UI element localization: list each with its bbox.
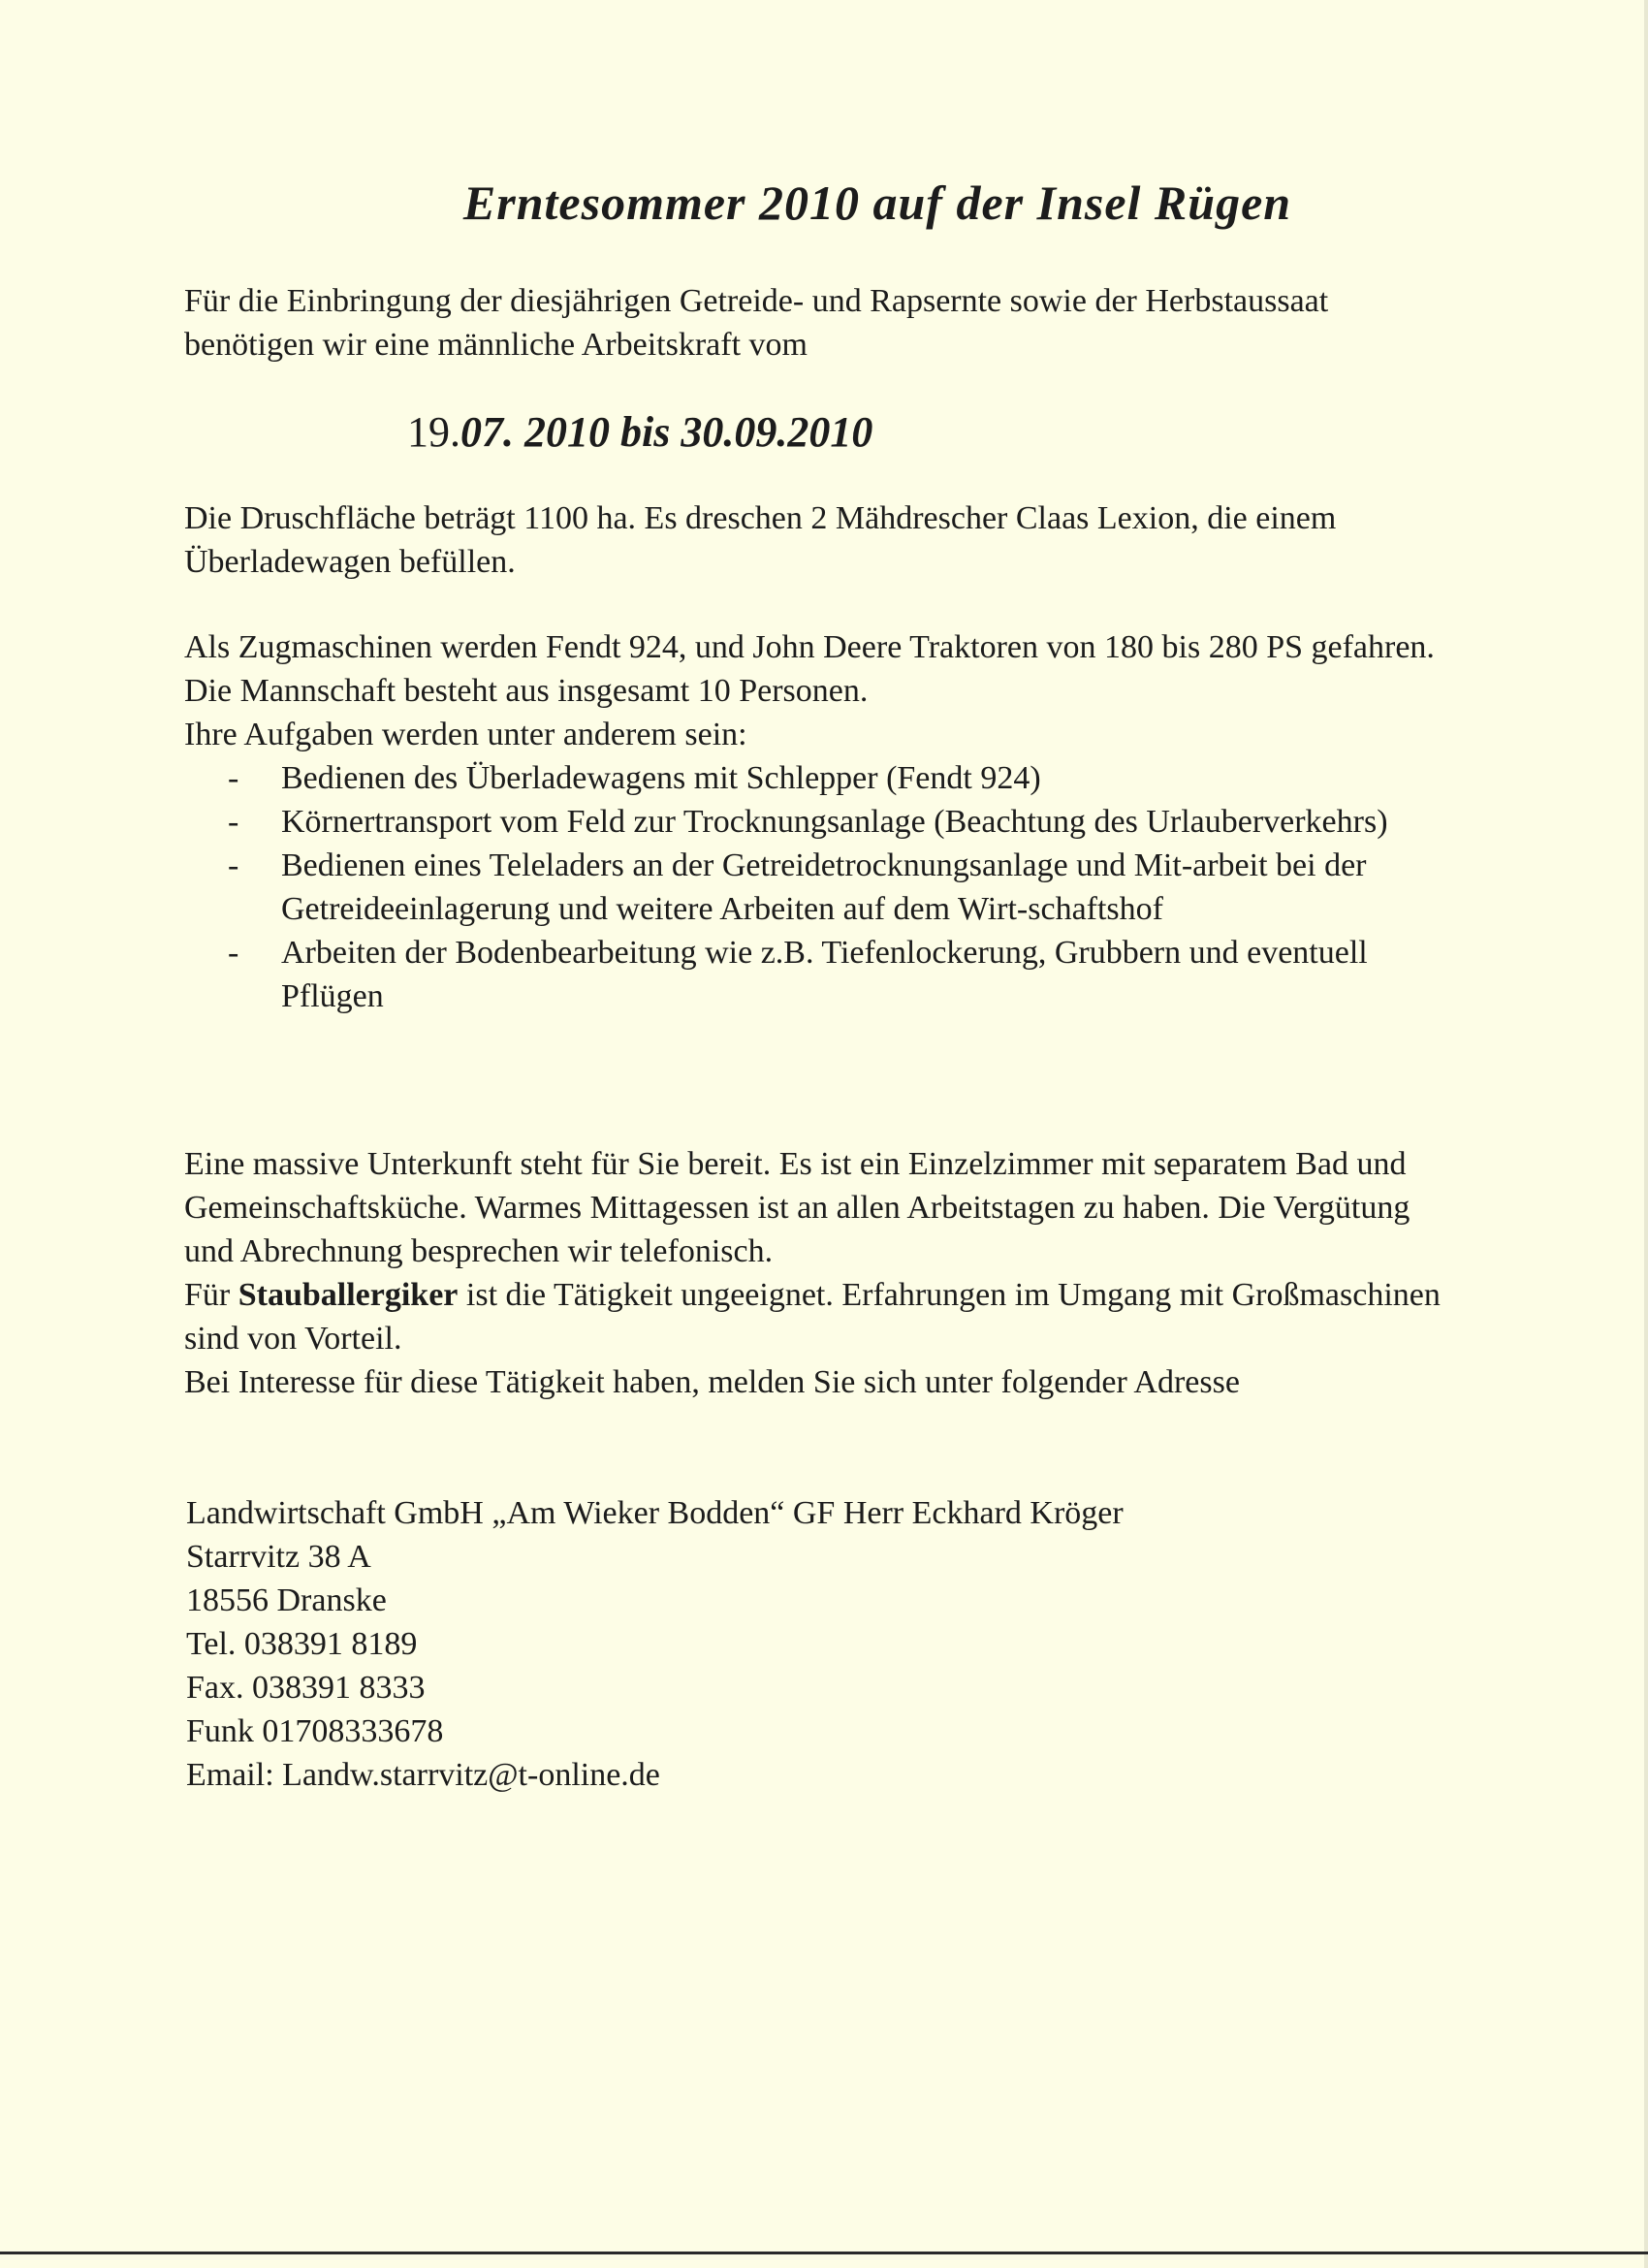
- address-email[interactable]: Email: Landw.starrvitz@t-online.de: [186, 1757, 660, 1793]
- list-dash: -: [228, 760, 239, 796]
- druschflaeche-paragraph: Die Druschfläche beträgt 1100 ha. Es dreschen 2 Mähdrescher Claas Lexion, die einem Überladewagen befüllen.: [184, 500, 1337, 580]
- unterkunft-paragraph: Eine massive Unterkunft steht für Sie bereit. Es ist ein Einzelzimmer mit separatem Bad und Gemeinschaftsküche. Warmes Mittagessen ist an allen Arbeitstagen zu haben. Die Vergütung und Abrechnung besprechen wir telefonisch.: [184, 1146, 1410, 1269]
- list-item: [184, 800, 1454, 844]
- date-start-rest: 07. 2010: [460, 408, 610, 456]
- address-fax: Fax. 038391 8333: [186, 1670, 426, 1706]
- allergie-paragraph: [184, 1273, 1444, 1360]
- list-item: [184, 756, 1454, 800]
- date-start-day: 19.: [407, 408, 460, 456]
- address-city: 18556 Dranske: [186, 1582, 387, 1618]
- task-text: Bedienen eines Teleladers an der Getreidetrocknungsanlage und Mit-arbeit bei der Getreideeinlagerung und weitere Arbeiten auf dem Wirt-schaftshof: [281, 847, 1367, 927]
- task-list: [184, 756, 1454, 1018]
- zugmaschinen-paragraph: Als Zugmaschinen werden Fendt 924, und John Deere Traktoren von 180 bis 280 PS gefahren. Die Mannschaft besteht aus insgesamt 10 Personen.: [184, 629, 1435, 709]
- date-range: [407, 407, 872, 457]
- task-text: Körnertransport vom Feld zur Trocknungsanlage (Beachtung des Urlauberverkehrs): [281, 804, 1388, 840]
- list-item: [184, 931, 1454, 1018]
- address-funk: Funk 01708333678: [186, 1713, 444, 1749]
- address-street: Starrvitz 38 A: [186, 1539, 371, 1575]
- scan-bottom-edge: [0, 2252, 1648, 2254]
- zugmaschinen-block: [184, 625, 1444, 756]
- list-dash: -: [228, 804, 239, 840]
- list-dash: -: [228, 847, 239, 883]
- intro-paragraph: Für die Einbringung der diesjährigen Getreide- und Rapsernte sowie der Herbstaussaat benötigen wir eine männliche Arbeitskraft vom: [184, 283, 1329, 363]
- unterkunft-block: [184, 1142, 1444, 1404]
- address-company: Landwirtschaft GmbH „Am Wieker Bodden“ GF Herr Eckhard Kröger: [186, 1495, 1124, 1531]
- task-text: Bedienen des Überladewagens mit Schlepper (Fendt 924): [281, 760, 1041, 796]
- aufgaben-intro: Ihre Aufgaben werden unter anderem sein:: [184, 717, 747, 752]
- list-dash: -: [228, 935, 239, 971]
- date-separator: bis: [610, 408, 681, 456]
- allergie-prefix: Für: [184, 1277, 238, 1313]
- allergie-bold: Stauballergiker: [238, 1277, 459, 1313]
- address-tel: Tel. 038391 8189: [186, 1626, 418, 1662]
- document-title: Erntesommer 2010 auf der Insel Rügen: [462, 176, 1292, 230]
- interesse-paragraph: Bei Interesse für diese Tätigkeit haben, melden Sie sich unter folgender Adresse: [184, 1364, 1240, 1400]
- contact-address: [186, 1491, 1124, 1797]
- list-item: [184, 844, 1454, 931]
- date-end: 30.09.2010: [681, 408, 873, 456]
- task-text: Arbeiten der Bodenbearbeitung wie z.B. Tiefenlockerung, Grubbern und eventuell Pflügen: [281, 935, 1368, 1014]
- allergie-rest: ist die Tätigkeit ungeeignet. Erfahrungen im Umgang mit Großmaschinen sind von Vorteil.: [184, 1277, 1441, 1357]
- scan-edge-shadow: [1644, 0, 1648, 2268]
